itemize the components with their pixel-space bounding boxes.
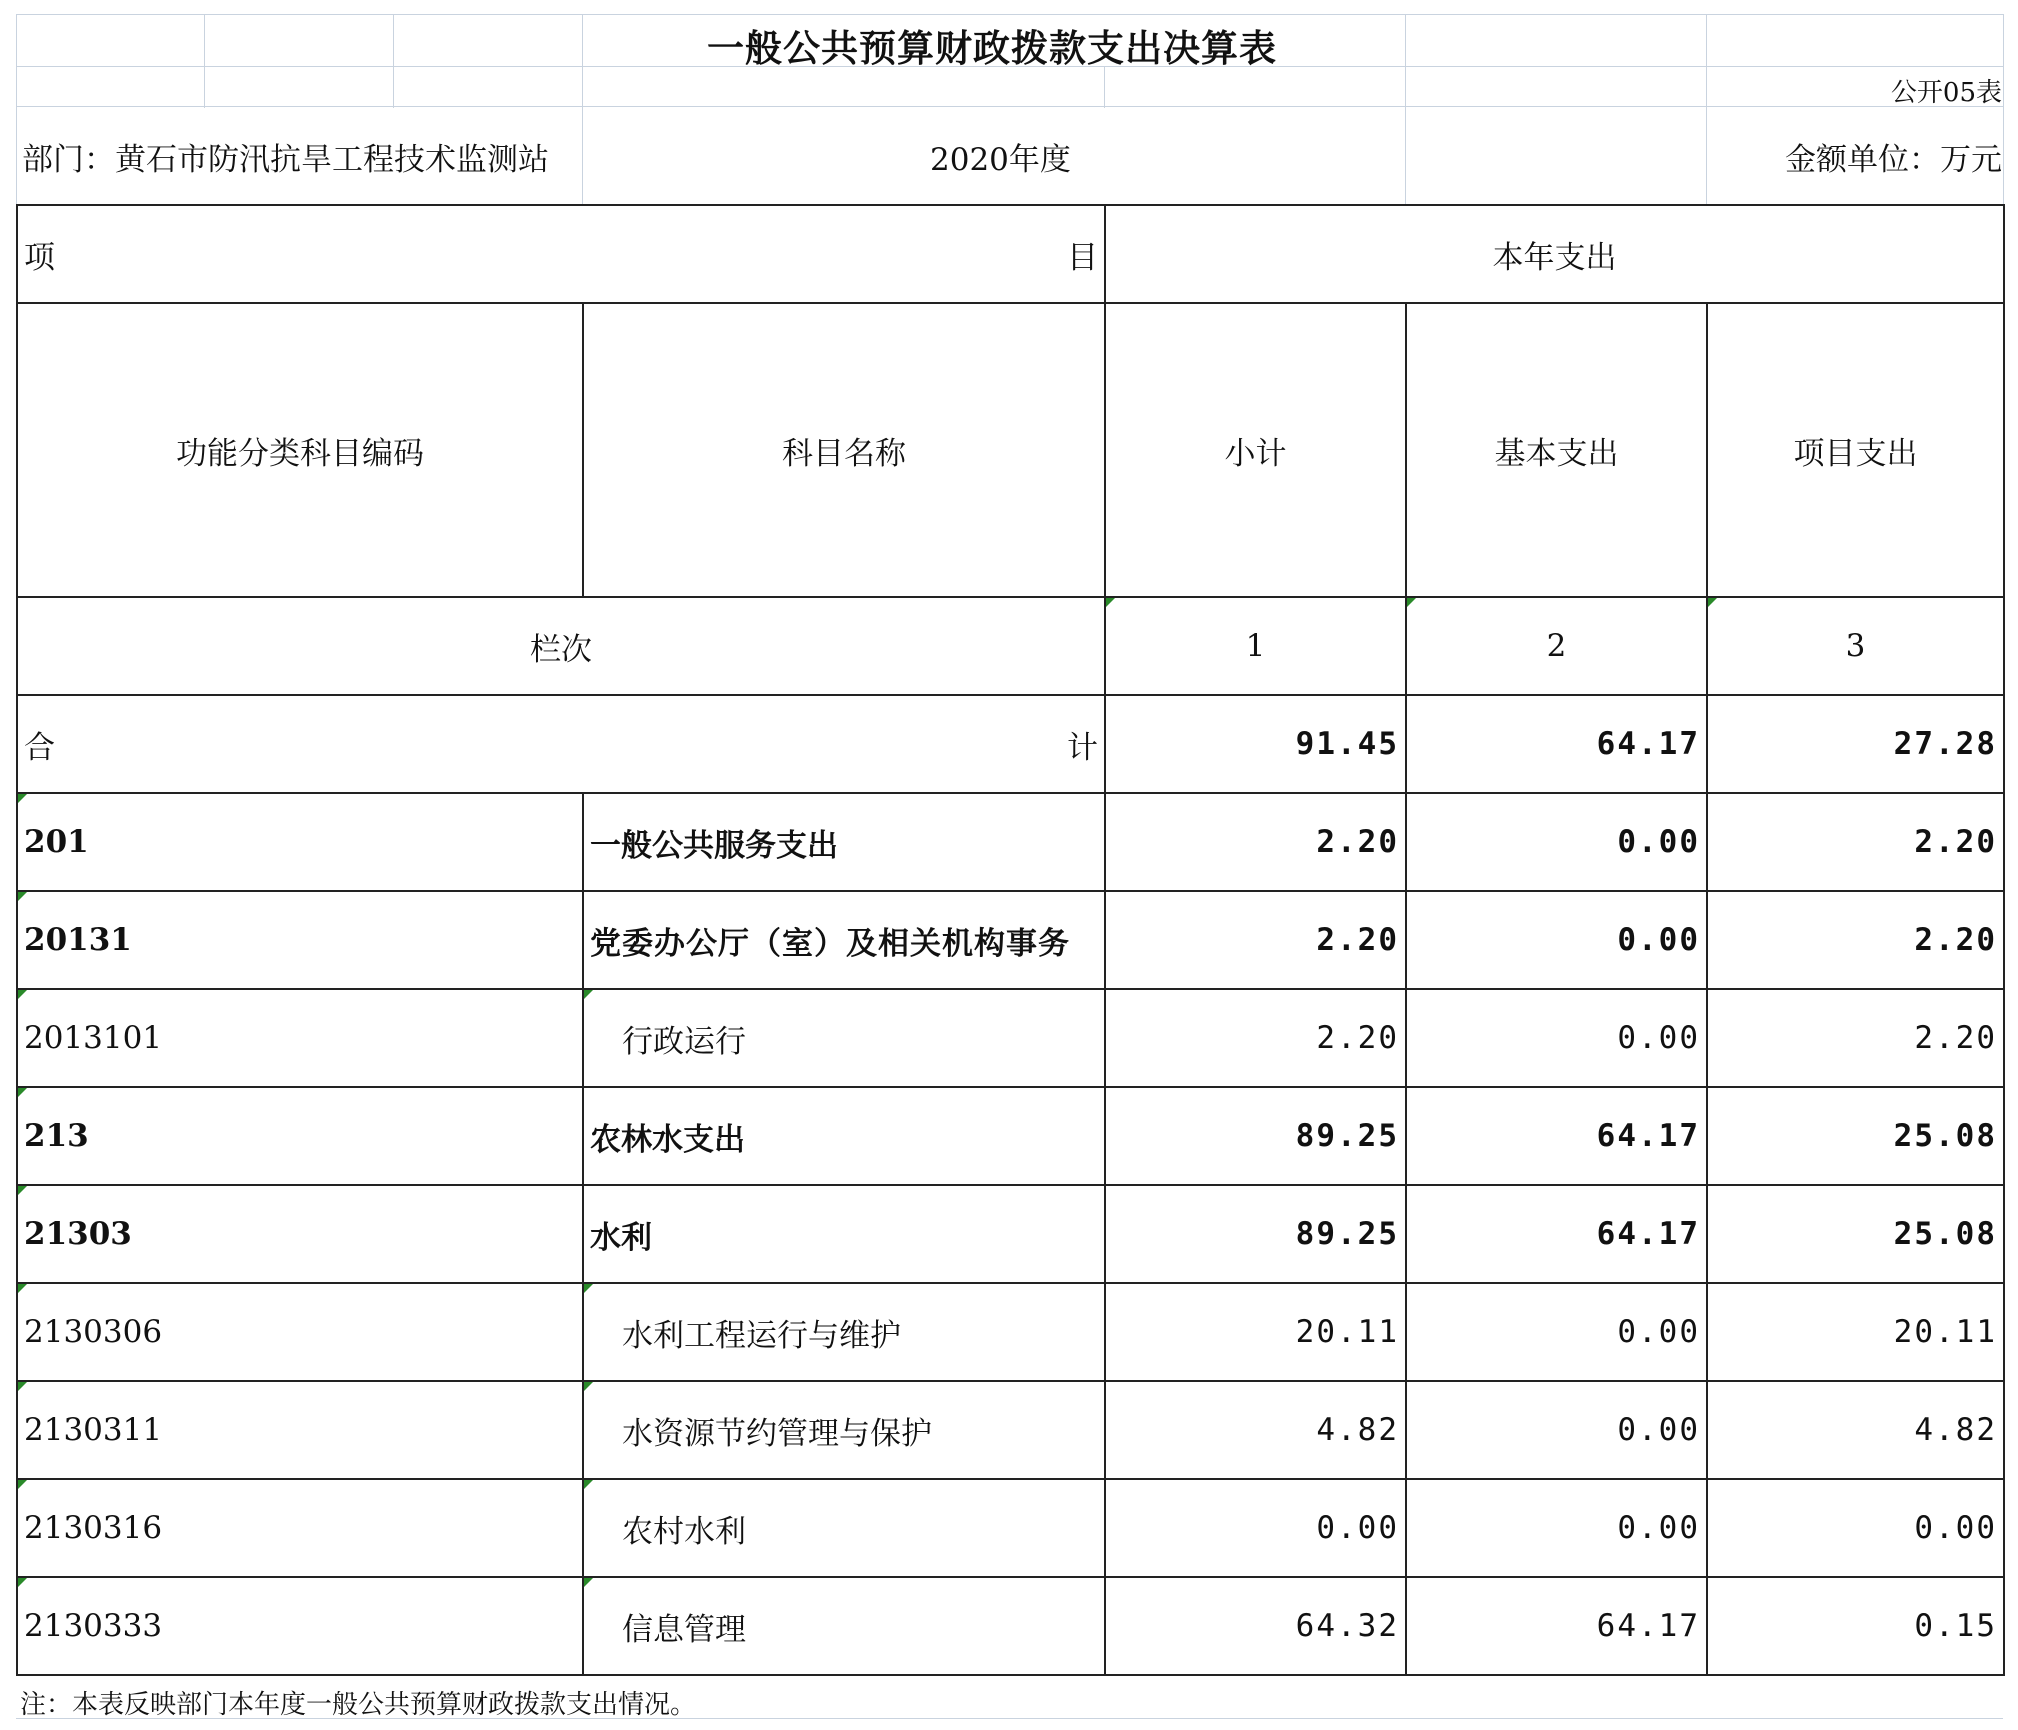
row-project: 2.20: [1707, 793, 2004, 891]
grid-line: [393, 14, 394, 108]
report-title: 一般公共预算财政拨款支出决算表: [707, 27, 1277, 70]
fiscal-year: 2020年度: [930, 141, 1071, 178]
row-subtotal: 4.82: [1105, 1381, 1406, 1479]
row-name: 信息管理: [583, 1577, 1105, 1675]
row-project: 0.00: [1707, 1479, 2004, 1577]
row-subtotal: 64.32: [1105, 1577, 1406, 1675]
table-number: 公开05表: [1890, 77, 2002, 108]
row-subtotal: 2.20: [1105, 793, 1406, 891]
table-row: [17, 891, 2004, 989]
expenditure-table: [16, 204, 2005, 1676]
item-header-right: 目: [1067, 239, 1098, 276]
row-subtotal: 0.00: [1105, 1479, 1406, 1577]
row-code: 2130311: [17, 1381, 583, 1479]
table-row: [17, 1381, 2004, 1479]
total-label-right: 计: [1067, 729, 1098, 766]
row-name: 水资源节约管理与保护: [583, 1381, 1105, 1479]
footnote: 注：本表反映部门本年度一般公共预算财政拨款支出情况。: [20, 1689, 697, 1720]
row-code: 2130333: [17, 1577, 583, 1675]
row-basic: 0.00: [1406, 989, 1707, 1087]
column-order-3: 3: [1707, 597, 2004, 695]
row-basic: 0.00: [1406, 1381, 1707, 1479]
row-project: 2.20: [1707, 891, 2004, 989]
table-row: [17, 1087, 2004, 1185]
grid-line: [204, 14, 205, 108]
item-header: [17, 205, 1105, 303]
row-name: 水利: [583, 1185, 1105, 1283]
row-subtotal: 2.20: [1105, 891, 1406, 989]
name-header: 科目名称: [583, 303, 1105, 597]
table-row: [17, 989, 2004, 1087]
row-project: 25.08: [1707, 1185, 2004, 1283]
row-project: 4.82: [1707, 1381, 2004, 1479]
row-basic: 0.00: [1406, 891, 1707, 989]
row-basic: 64.17: [1406, 1185, 1707, 1283]
row-code: 213: [17, 1087, 583, 1185]
total-row: [17, 695, 2004, 793]
row-code: 2130316: [17, 1479, 583, 1577]
grid-line: [2003, 14, 2004, 204]
row-project: 25.08: [1707, 1087, 2004, 1185]
row-project: 20.11: [1707, 1283, 2004, 1381]
row-basic: 0.00: [1406, 793, 1707, 891]
row-code: 2130306: [17, 1283, 583, 1381]
department-label: 部门：黄石市防汛抗旱工程技术监测站: [22, 141, 549, 178]
basic-header: 基本支出: [1406, 303, 1707, 597]
header-row-2: [17, 303, 2004, 597]
header-row-1: [17, 205, 2004, 303]
row-project: 2.20: [1707, 989, 2004, 1087]
table-row: [17, 1577, 2004, 1675]
row-subtotal: 89.25: [1105, 1087, 1406, 1185]
table-row: [17, 1283, 2004, 1381]
table-row: [17, 793, 2004, 891]
table-row: [17, 1479, 2004, 1577]
column-order-2: 2: [1406, 597, 1707, 695]
total-basic: 64.17: [1406, 695, 1707, 793]
item-header-left: 项: [24, 239, 55, 276]
row-basic: 64.17: [1406, 1577, 1707, 1675]
table-row: [17, 1185, 2004, 1283]
row-code: 2013101: [17, 989, 583, 1087]
column-order-1: 1: [1105, 597, 1406, 695]
row-name: 农村水利: [583, 1479, 1105, 1577]
column-order-label: 栏次: [17, 597, 1105, 695]
row-code: 21303: [17, 1185, 583, 1283]
row-name: 行政运行: [583, 989, 1105, 1087]
total-project: 27.28: [1707, 695, 2004, 793]
row-subtotal: 89.25: [1105, 1185, 1406, 1283]
row-basic: 64.17: [1406, 1087, 1707, 1185]
row-name: 一般公共服务支出: [583, 793, 1105, 891]
row-project: 0.15: [1707, 1577, 2004, 1675]
grid-line: [16, 106, 2003, 107]
row-subtotal: 20.11: [1105, 1283, 1406, 1381]
grid-line: [1706, 14, 1707, 204]
row-basic: 0.00: [1406, 1283, 1707, 1381]
total-subtotal: 91.45: [1105, 695, 1406, 793]
grid-line: [16, 14, 17, 204]
row-name: 党委办公厅（室）及相关机构事务: [583, 891, 1105, 989]
row-code: 20131: [17, 891, 583, 989]
row-name: 农林水支出: [583, 1087, 1105, 1185]
amount-unit: 金额单位：万元: [1785, 141, 2002, 178]
subtotal-header: 小计: [1105, 303, 1406, 597]
code-header: 功能分类科目编码: [17, 303, 583, 597]
total-label-left: 合: [24, 729, 55, 766]
row-subtotal: 2.20: [1105, 989, 1406, 1087]
row-code: 201: [17, 793, 583, 891]
row-name: 水利工程运行与维护: [583, 1283, 1105, 1381]
total-label: [17, 695, 1105, 793]
current-year-header: 本年支出: [1105, 205, 2004, 303]
column-order-row: [17, 597, 2004, 695]
row-basic: 0.00: [1406, 1479, 1707, 1577]
project-header: 项目支出: [1707, 303, 2004, 597]
grid-line: [1405, 14, 1406, 204]
